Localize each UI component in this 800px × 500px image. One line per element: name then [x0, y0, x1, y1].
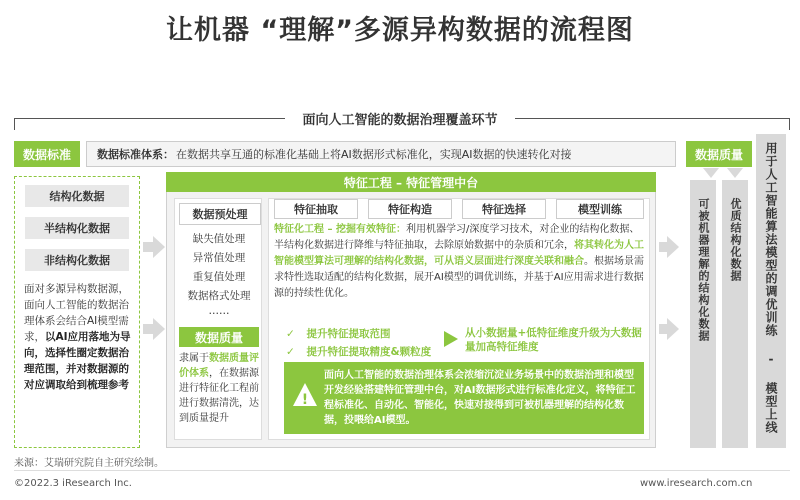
- tab-model-training: 模型训练: [556, 199, 644, 219]
- arrow-right-icon: [444, 331, 458, 347]
- check-icon: ✓: [286, 328, 295, 340]
- data-source-panel: [14, 176, 140, 448]
- preprocessing-box: [174, 198, 262, 440]
- tab-feature-extraction: 特征抽取: [274, 199, 358, 219]
- tab-feature-construction: 特征构造: [368, 199, 452, 219]
- data-source-description: 面对多源异构数据源，面向人工智能的数据治理体系会结合AI模型需求，以AI应用落地为导向，选择性圈定数据治理范围，并对数据源的对应调取给到梳理参考: [24, 283, 131, 391]
- tab-feature-selection: 特征选择: [462, 199, 546, 219]
- copyright-text: ©2022.3 iResearch Inc.: [14, 478, 132, 489]
- check-item: ✓ 提升特征提取精度&颗粒度: [286, 346, 432, 358]
- format-item: 数据格式处理: [187, 290, 251, 302]
- site-url: www.iresearch.com.cn: [640, 478, 753, 489]
- feature-platform-note-text: 面向人工智能的数据治理体系会浓缩沉淀业务场景中的数据治理和模型开发经验搭建特征管理中台，对AI数据形式进行标准化定义，将特征工程标准化、自动化、智能化，快速对接得到可被机器理解的结构化数据，投喂给AI模型。: [324, 370, 636, 426]
- page-title: 让机器 “理解”多源异构数据的流程图: [166, 15, 634, 46]
- model-training-column: 用于人工智能算法模型的调优训练 - 模型上线: [756, 134, 786, 448]
- data-standard-text: 在数据共享互通的标准化基础上将AI数据形式标准化，实现AI数据的快速转化对接: [176, 148, 572, 161]
- semi-structured-data-item: 半结构化数据: [25, 217, 129, 239]
- ellipsis-item: ……: [208, 305, 230, 317]
- arrow-down-icon: [703, 168, 719, 178]
- outlier-item: 异常值处理: [192, 252, 246, 264]
- structured-data-item: 结构化数据: [25, 185, 129, 207]
- arrow-right-icon: [143, 318, 165, 340]
- duplicate-item: 重复值处理: [192, 271, 246, 283]
- arrow-right-icon: [143, 236, 165, 258]
- feature-center-header: 特征工程 – 特征管理中台: [166, 172, 656, 192]
- missing-value-item: 缺失值处理: [192, 233, 246, 245]
- upgrade-text: 从小数据量+低特征维度升级为大数据量加高特征维度: [465, 327, 642, 353]
- data-quality-description: 隶属于数据质量评价体系，在数据源进行特征化工程前进行数据清洗，达到质量提升: [179, 353, 259, 424]
- feature-platform-note: [284, 362, 644, 434]
- arrow-right-icon: [659, 236, 679, 258]
- arrow-down-icon: [727, 168, 743, 178]
- footer-divider: [14, 470, 790, 471]
- quality-structured-column: 优质结构化数据: [722, 180, 748, 448]
- data-quality-tag: 数据质量: [179, 327, 259, 347]
- right-quality-tag: 数据质量: [686, 141, 752, 167]
- source-note: 来源：艾瑞研究院自主研究绘制。: [14, 458, 164, 469]
- arrow-right-icon: [659, 318, 679, 340]
- preprocessing-title: 数据预处理: [179, 203, 261, 225]
- data-standard-label: 数据标准体系：: [97, 148, 174, 161]
- check-icon: ✓: [286, 346, 295, 358]
- unstructured-data-item: 非结构化数据: [25, 249, 129, 271]
- svg-text:!: !: [301, 392, 309, 408]
- warning-icon: [292, 382, 318, 408]
- check-item: ✓ 提升特征提取范围: [286, 328, 391, 340]
- data-standard-box: [86, 141, 676, 167]
- coverage-label: 面向人工智能的数据治理覆盖环节: [285, 109, 515, 128]
- data-standard-tag: 数据标准: [14, 141, 80, 167]
- machine-understandable-column: 可被机器理解的结构化数据: [690, 180, 716, 448]
- feature-engineering-description: 特征化工程 – 挖掘有效特征：利用机器学习/深度学习技术，对企业的结构化数据、半结构化数据进行降维与特征抽取，去除原始数据中的杂质和冗余，将其转化为人工智能模型算法可理解的结构化数据，可从语义层面进行深度关联和融合。根据场景需求特性选取适配的结构化数据，展开AI模型的调优训练，并基于AI应用需求进行数据源的持续性优化。: [274, 224, 644, 299]
